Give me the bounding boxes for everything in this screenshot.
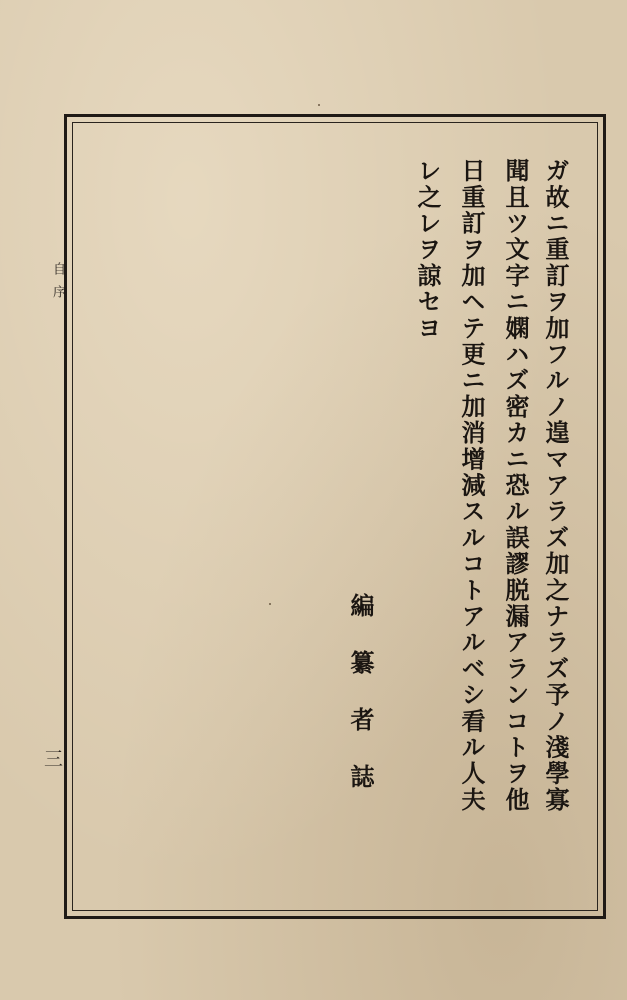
paper-speck	[269, 603, 271, 605]
text-column-4: レ之レヲ諒セヨ	[413, 158, 442, 342]
paper-speck	[318, 104, 320, 106]
text-column-3: 日重訂ヲ加ヘテ更ニ加消增減スルコトアルベシ看ル人夫	[457, 158, 486, 813]
page-number: 三	[44, 748, 64, 770]
text-column-1: ガ故ニ重訂ヲ加フルノ遑マアラズ加之ナラズ予ノ淺學寡	[541, 158, 570, 813]
signature: 編纂者誌	[346, 593, 375, 821]
running-head: 自序	[50, 262, 65, 308]
text-column-2: 聞且ツ文字ニ嫻ハズ密カニ恐ル誤謬脱漏アランコトヲ他	[501, 158, 530, 813]
